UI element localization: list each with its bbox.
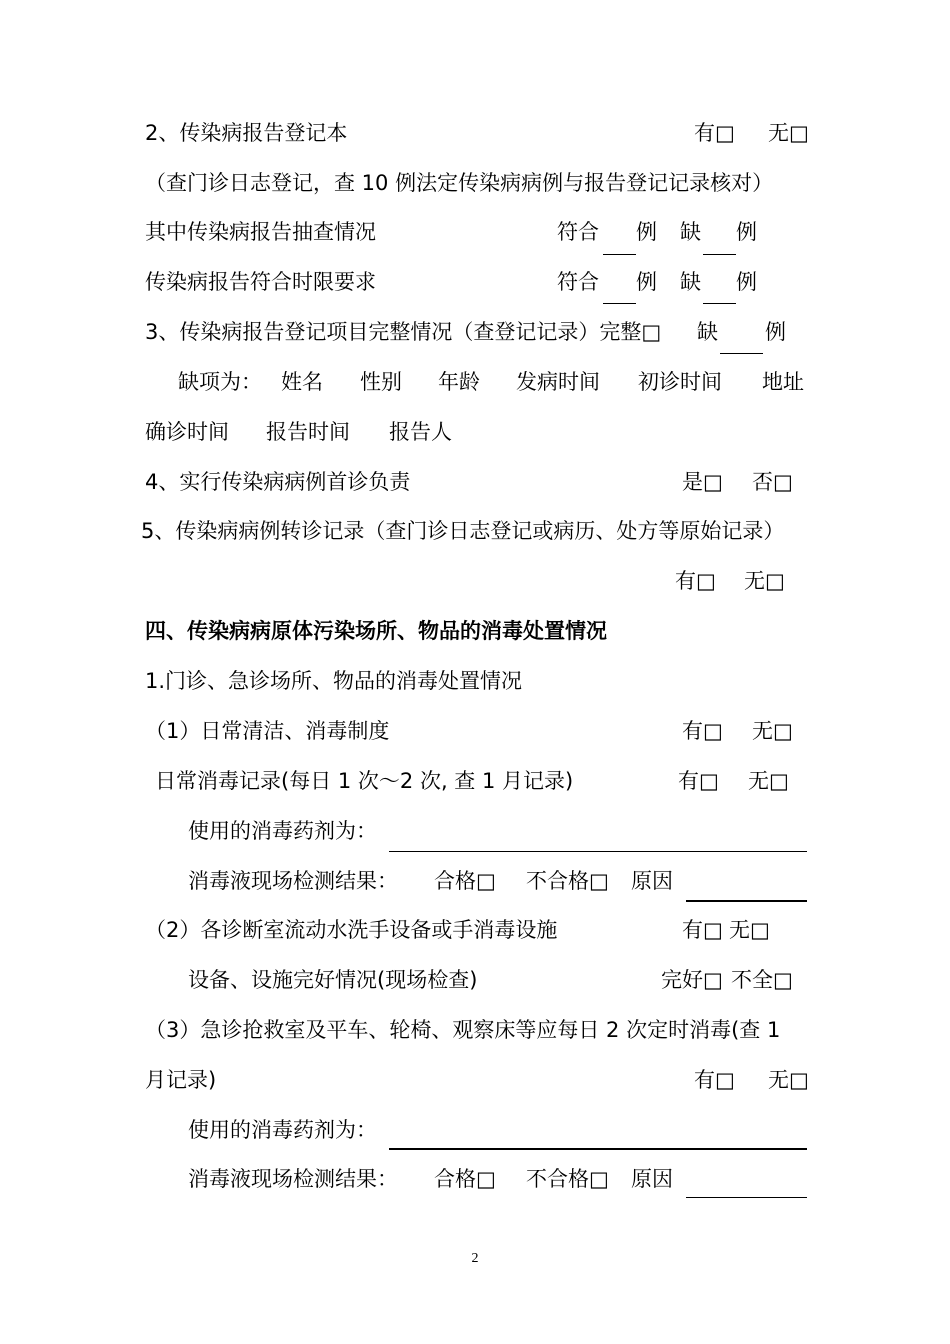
missing-item-sex[interactable]: 性别 (360, 370, 402, 394)
timely-missing-blank[interactable] (703, 303, 736, 304)
s4-1-2-no-checkbox[interactable]: 无□ (729, 918, 770, 942)
equipment-good-checkbox[interactable]: 完好□ (661, 968, 723, 992)
test-a-fail-checkbox[interactable]: 不合格□ (526, 869, 609, 893)
test-b-reason-blank[interactable] (686, 1197, 807, 1198)
item3-title: 3、传染病报告登记项目完整情况（查登记记录）完整□ (145, 320, 662, 344)
test-b-label: 消毒液现场检测结果： (188, 1167, 398, 1191)
missing-items-label: 缺项为： (178, 370, 262, 394)
test-b-ok-checkbox[interactable]: 合格□ (434, 1167, 496, 1191)
missing-item-age[interactable]: 年龄 (438, 370, 480, 394)
missing-item-name[interactable]: 姓名 (281, 370, 323, 394)
item5-yes-checkbox[interactable]: 有□ (675, 569, 716, 593)
sample-conform-blank[interactable] (603, 254, 636, 255)
item3-missing-blank[interactable] (720, 353, 763, 354)
item5-no-checkbox[interactable]: 无□ (744, 569, 785, 593)
timely-missing-label: 缺 (680, 270, 701, 294)
sample-case2-label: 例 (736, 220, 757, 244)
item2-title: 2、传染病报告登记本 (145, 121, 348, 145)
disinfectant-b-label: 使用的消毒药剂为： (188, 1118, 377, 1142)
test-a-label: 消毒液现场检测结果： (188, 869, 398, 893)
timely-case1-label: 例 (636, 270, 657, 294)
timely-case2-label: 例 (736, 270, 757, 294)
s4-1-1-no-checkbox[interactable]: 无□ (752, 719, 793, 743)
disinfectant-a-label: 使用的消毒药剂为： (188, 819, 377, 843)
disinfectant-b-blank[interactable] (389, 1148, 807, 1150)
s4-1-3-title: （3）急诊抢救室及平车、轮椅、观察床等应每日 2 次定时消毒(查 1 (145, 1018, 781, 1042)
timely-conform-label: 符合 (557, 270, 599, 294)
missing-item-reporter[interactable]: 报告人 (389, 420, 452, 444)
item4-no-checkbox[interactable]: 否□ (752, 470, 793, 494)
equipment-incomplete-checkbox[interactable]: 不全□ (731, 968, 793, 992)
daily-record-yes-checkbox[interactable]: 有□ (678, 769, 719, 793)
page-number: 2 (471, 1251, 479, 1266)
s4-1-1-title: （1）日常清洁、消毒制度 (145, 719, 390, 743)
sample-conform-label: 符合 (557, 220, 599, 244)
test-a-reason-blank[interactable] (686, 900, 807, 902)
s4-1-3-no-checkbox[interactable]: 无□ (768, 1068, 809, 1092)
item3-missing-label: 缺 (697, 320, 718, 344)
daily-record-no-checkbox[interactable]: 无□ (748, 769, 789, 793)
s4-1-3-yes-checkbox[interactable]: 有□ (694, 1068, 735, 1092)
sample-case1-label: 例 (636, 220, 657, 244)
disinfectant-a-blank[interactable] (389, 851, 807, 852)
item5-title: 5、传染病病例转诊记录（查门诊日志登记或病历、处方等原始记录） (141, 519, 785, 543)
missing-item-first-visit-time[interactable]: 初诊时间 (638, 370, 722, 394)
missing-item-onset-time[interactable]: 发病时间 (516, 370, 600, 394)
missing-item-diagnosis-time[interactable]: 确诊时间 (145, 420, 229, 444)
item4-yes-checkbox[interactable]: 是□ (682, 470, 723, 494)
s4-1-2-title: （2）各诊断室流动水洗手设备或手消毒设施 (145, 918, 558, 942)
s4-1-1-yes-checkbox[interactable]: 有□ (682, 719, 723, 743)
test-a-ok-checkbox[interactable]: 合格□ (434, 869, 496, 893)
timely-label: 传染病报告符合时限要求 (145, 270, 376, 294)
test-b-reason-label: 原因 (631, 1167, 673, 1191)
equipment-title: 设备、设施完好情况(现场检查) (188, 968, 478, 992)
timely-conform-blank[interactable] (603, 303, 636, 304)
s4-1-2-yes-checkbox[interactable]: 有□ (682, 918, 723, 942)
item2-yes-checkbox[interactable]: 有□ (694, 121, 735, 145)
item2-no-checkbox[interactable]: 无□ (768, 121, 809, 145)
s4-1-title: 1.门诊、急诊场所、物品的消毒处置情况 (145, 669, 523, 693)
missing-item-report-time[interactable]: 报告时间 (266, 420, 350, 444)
sample-label: 其中传染病报告抽查情况 (145, 220, 376, 244)
item4-title: 4、实行传染病病例首诊负责 (145, 470, 411, 494)
test-a-reason-label: 原因 (631, 869, 673, 893)
missing-item-address[interactable]: 地址 (762, 370, 804, 394)
daily-record-title: 日常消毒记录(每日 1 次～2 次, 查 1 月记录) (155, 769, 574, 793)
check-note: （查门诊日志登记，查 10 例法定传染病病例与报告登记记录核对） (145, 171, 774, 195)
item3-case-label: 例 (765, 320, 786, 344)
section4-heading: 四、传染病病原体污染场所、物品的消毒处置情况 (145, 619, 607, 643)
sample-missing-blank[interactable] (703, 254, 736, 255)
test-b-fail-checkbox[interactable]: 不合格□ (526, 1167, 609, 1191)
s4-1-3-title-cont: 月记录) (145, 1068, 217, 1092)
sample-missing-label: 缺 (680, 220, 701, 244)
